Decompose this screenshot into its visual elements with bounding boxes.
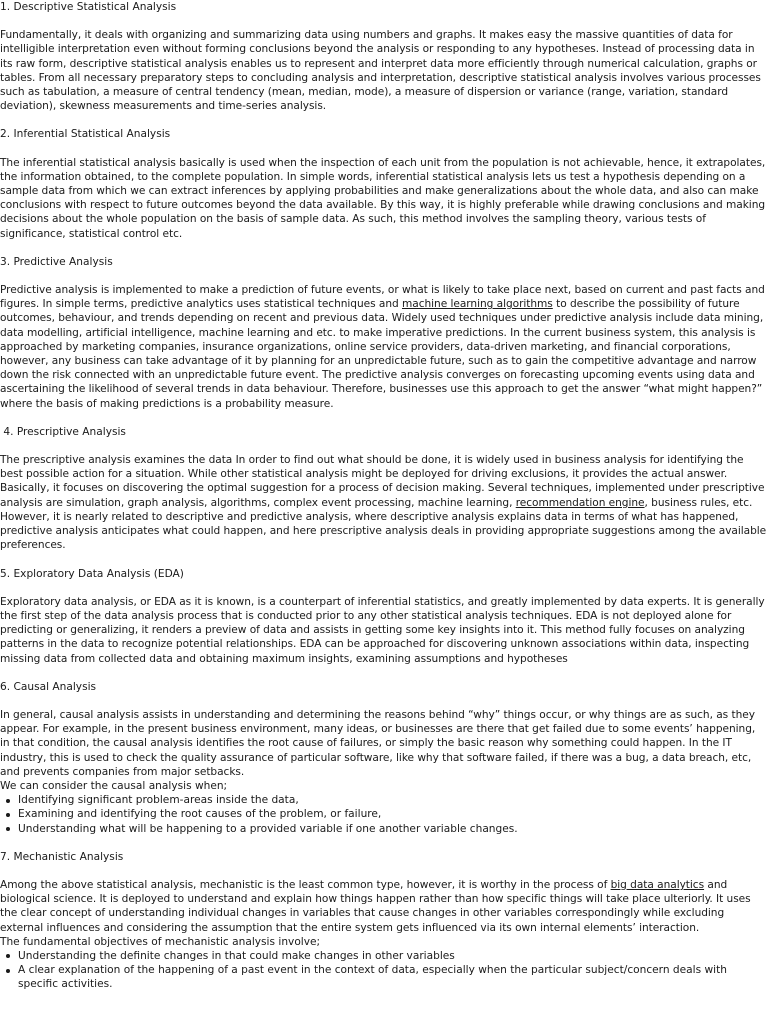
- list-item: Understanding the definite changes in that could make changes in other variables: [0, 949, 768, 963]
- section-heading-mechanistic: 7. Mechanistic Analysis: [0, 850, 124, 863]
- list-item: Identifying significant problem-areas inside the data,: [0, 793, 768, 807]
- mechanistic-lead-line: The fundamental objectives of mechanistic analysis involve;: [0, 935, 321, 948]
- list-item: A clear explanation of the happening of a past event in the context of data, especially when the particular subject/concern deals with specific activities.: [0, 963, 768, 991]
- body-text-segment: and biological science. It is deployed to understand and explain how things happen rather than how specific things will take place ulteriorly. It uses the clear concept of understanding individual changes in variables that cause changes in other variables correspondingly while excluding external influences and considering the assumption that the entire system gets influenced via its own internal elements’ interaction.: [0, 878, 751, 934]
- body-text-segment: The prescriptive analysis examines the data In order to find out what should be done, it is widely used in business analysis for identifying the best possible action for a situation. While other statistical analysis might be deployed for driving exclusions, it provides the actual answer. Basically, it focuses on discovering the optimal suggestion for a process of decision making. Several techniques, implemented under prescriptive analysis are simulation, graph analysis, algorithms, complex event processing, machine learning,: [0, 454, 765, 509]
- list-item: Understanding what will be happening to a provided variable if one another variable changes.: [0, 822, 768, 836]
- section-heading-causal: 6. Causal Analysis: [0, 680, 97, 693]
- machine-learning-algorithms-link[interactable]: machine learning algorithms: [402, 298, 553, 311]
- big-data-analytics-link[interactable]: big data analytics: [610, 878, 705, 891]
- mechanistic-bullet-list: [0, 949, 768, 992]
- causal-bullet-list: [0, 793, 768, 836]
- body-text-segment: Among the above statistical analysis, mechanistic is the least common type, however, it is worthy in the process of: [0, 878, 611, 891]
- section-heading-descriptive: 1. Descriptive Statistical Analysis: [0, 1, 177, 13]
- section-body-predictive: [0, 283, 768, 411]
- section-body-mechanistic: [0, 878, 768, 935]
- body-text-segment: to describe the possibility of future outcomes, behaviour, and trends depending on recent and previous data. Widely used techniques under predictive analysis include data mining, data modelling, artificial intelligence, machine learning and etc. to make imperative predictions. In the current business system, this analysis is approached by marketing companies, insurance organizations, online service providers, data-driven marketing, and financial corporations, however, any business can take advantage of it by planning for an unpredictable future, such as to gain the competitive advantage and narrow down the risk connected with an unpredictable future event. The predictive analysis converges on forecasting upcoming events using data and ascertaining the likelihood of several trends in data behaviour. Therefore, businesses use this approach to get the answer “what might happen?” where the basis of making predictions is a probability measure.: [0, 298, 764, 410]
- recommendation-engine-link[interactable]: recommendation engine: [515, 496, 645, 509]
- section-heading-inferential: 2. Inferential Statistical Analysis: [0, 128, 171, 141]
- section-body-prescriptive: [0, 453, 768, 552]
- section-heading-eda: 5. Exploratory Data Analysis (EDA): [0, 567, 184, 580]
- section-body-inferential: The inferential statistical analysis basically is used when the inspection of each unit from the population is not achievable, hence, it extrapolates, the information obtained, to the complete population. In simple words, inferential statistical analysis lets us test a hypothesis depending on a sample data from which we can extract inferences by applying probabilities and make generalizations about the whole data, and also can make conclusions with respect to future outcomes beyond the data available. By this way, it is highly preferable while drawing conclusions and making decisions about the whole population on the basis of sample data. As such, this method involves the sampling theory, various tests of significance, statistical control etc.: [0, 156, 766, 240]
- section-body-causal: In general, causal analysis assists in understanding and determining the reasons behind “why” things occur, or why things are as such, as they appear. For example, in the present business environment, many ideas, or businesses are there that get failed due to some events’ happening, in that condition, the causal analysis identifies the root cause of failures, or simply the basic reason why something could happen. In the IT industry, this is used to check the quality assurance of particular software, like why that software failed, if there was a bug, a data breach, etc, and prevents companies from major setbacks.: [0, 708, 756, 778]
- list-item: Examining and identifying the root causes of the problem, or failure,: [0, 807, 768, 821]
- section-body-descriptive: Fundamentally, it deals with organizing and summarizing data using numbers and graphs. It makes easy the massive quantities of data for intelligible interpretation even without forming conclusions beyond the analysis or responding to any hypotheses. Instead of processing data in its raw form, descriptive statistical analysis enables us to represent and interpret data more efficiently through numerical calculation, graphs or tables. From all necessary preparatory steps to concluding analysis and interpretation, descriptive statistical analysis involves various processes such as tabulation, a measure of central tendency (mean, median, mode), a measure of dispersion or variance (range, variation, standard deviation), skewness measurements and time-series analysis.: [0, 29, 761, 113]
- section-body-eda: Exploratory data analysis, or EDA as it is known, is a counterpart of inferential statistics, and greatly implemented by data experts. It is generally the first step of the data analysis process that is conducted prior to any other statistical analysis techniques. EDA is not deployed alone for predicting or generalizing, it renders a preview of data and assists in getting some key insights into it. This method fully focuses on analyzing patterns in the data to recognize potential relationships. EDA can be approached for discovering unknown associations within data, inspecting missing data from collected data and obtaining maximum insights, examining assumptions and hypotheses: [0, 595, 765, 665]
- body-text-segment: Predictive analysis is implemented to make a prediction of future events, or what is likely to take place next, based on current and past facts and figures. In simple terms, predictive analytics uses statistical techniques and: [0, 284, 765, 311]
- causal-lead-line: We can consider the causal analysis when;: [0, 779, 228, 792]
- section-heading-prescriptive: 4. Prescriptive Analysis: [0, 425, 126, 438]
- body-text-segment: , business rules, etc. However, it is nearly related to descriptive and predictive analysis, where descriptive analysis explains data in terms of what has happened, predictive analysis anticipates what could happen, and here prescriptive analysis deals in providing appropriate suggestions among the available preferences.: [0, 496, 767, 552]
- section-heading-predictive: 3. Predictive Analysis: [0, 255, 113, 268]
